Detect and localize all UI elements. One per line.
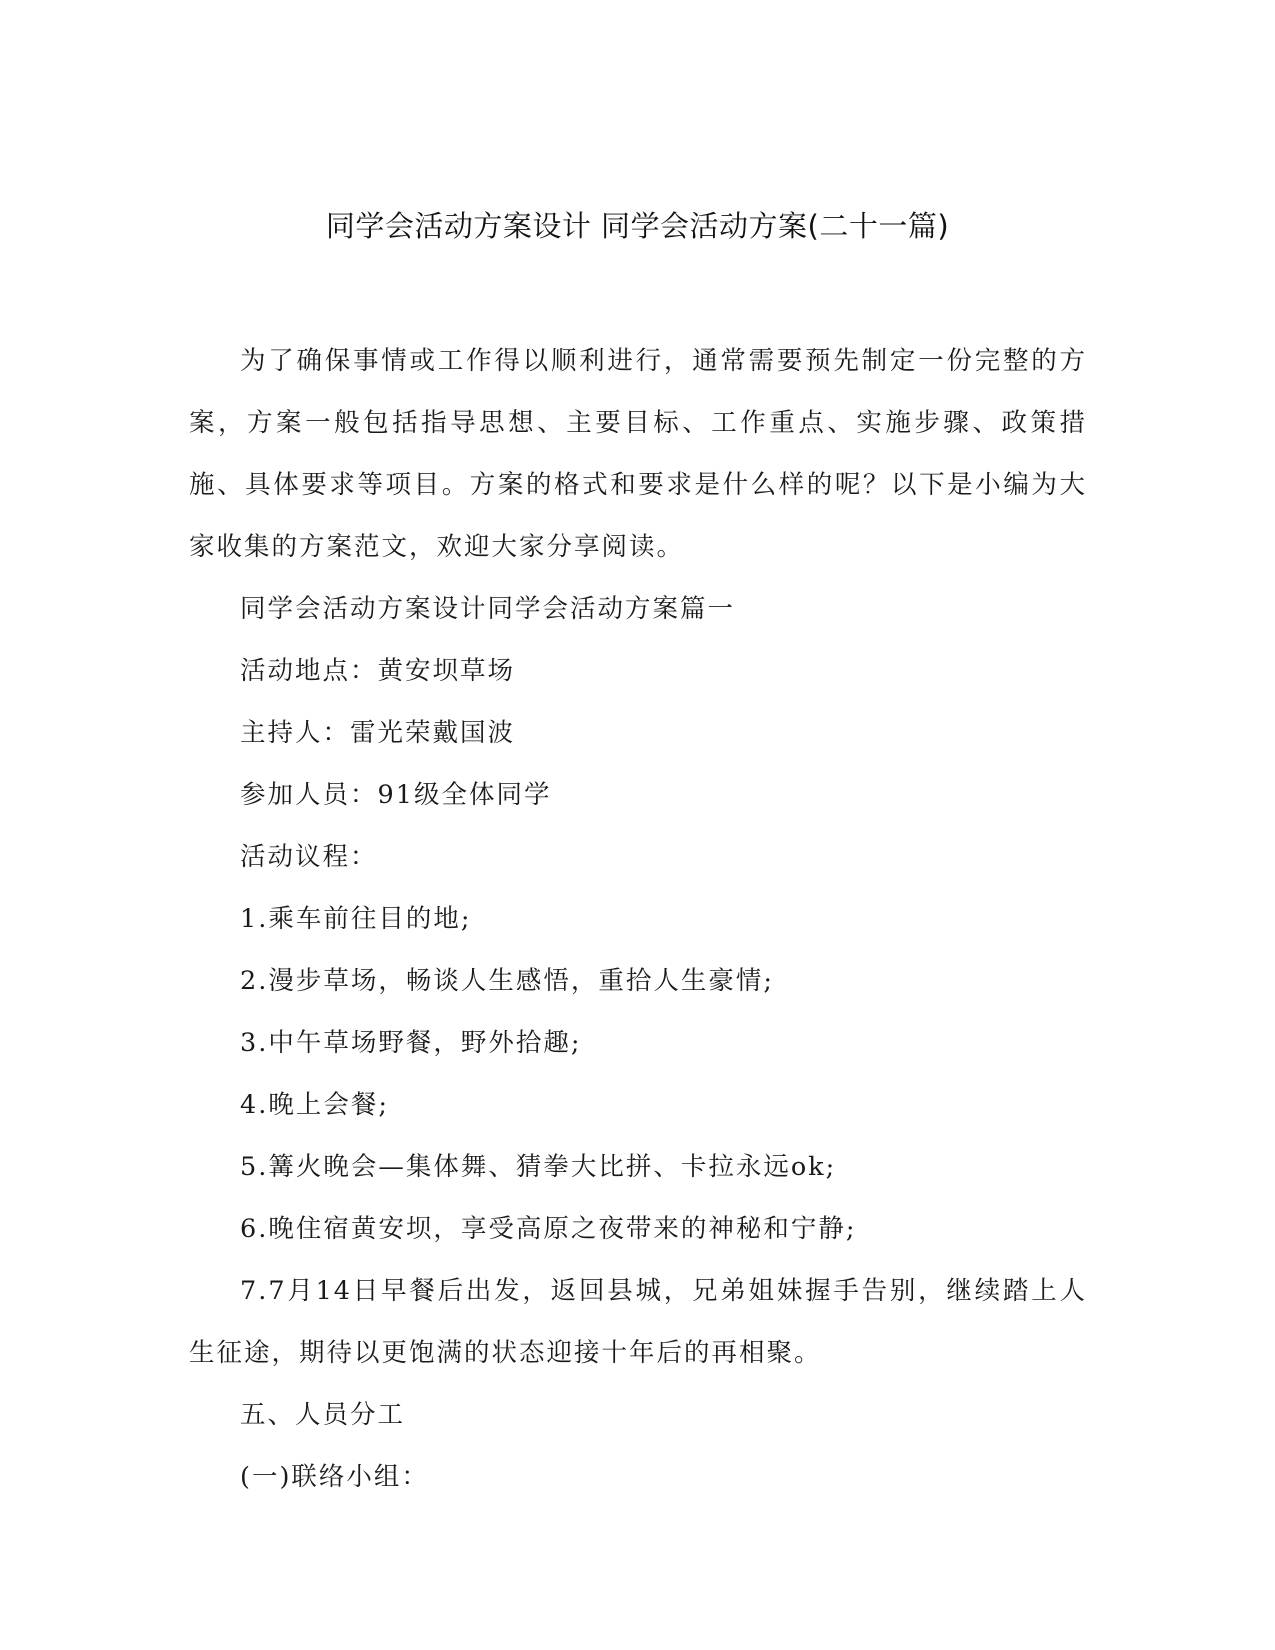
- section-heading: 同学会活动方案设计同学会活动方案篇一: [240, 594, 736, 624]
- agenda-item: 1.乘车前往目的地;: [240, 904, 472, 934]
- activity-host: 主持人：雷光荣戴国波: [240, 718, 516, 748]
- liaison-group-heading: (一)联络小组：: [240, 1462, 429, 1492]
- activity-participants: 参加人员：91级全体同学: [240, 780, 552, 810]
- agenda-item: 3.中午草场野餐，野外拾趣;: [240, 1028, 582, 1058]
- agenda-item: 2.漫步草场，畅谈人生感悟，重拾人生豪情;: [240, 966, 774, 996]
- agenda-item: 4.晚上会餐;: [240, 1090, 389, 1120]
- activity-location: 活动地点：黄安坝草场: [240, 656, 516, 686]
- agenda-item: 6.晚住宿黄安坝，享受高原之夜带来的神秘和宁静;: [240, 1214, 857, 1244]
- agenda-heading: 活动议程：: [240, 842, 378, 872]
- agenda-item: 5.篝火晚会—集体舞、猜拳大比拼、卡拉永远ok;: [240, 1152, 837, 1182]
- intro-paragraph: 为了确保事情或工作得以顺利进行，通常需要预先制定一份完整的方案，方案一般包括指导思想、主要目标、工作重点、实施步骤、政策措施、具体要求等项目。方案的格式和要求是什么样的呢？以下是小编为大家收集的方案范文，欢迎大家分享阅读。: [189, 346, 1087, 562]
- agenda-item: 7.7月14日早餐后出发，返回县城，兄弟姐妹握手告别，继续踏上人生征途，期待以更饱满的状态迎接十年后的再相聚。: [189, 1276, 1087, 1368]
- staffing-heading: 五、人员分工: [240, 1400, 406, 1430]
- document-title: 同学会活动方案设计 同学会活动方案(二十一篇): [325, 209, 950, 243]
- document-body: [189, 330, 1087, 1508]
